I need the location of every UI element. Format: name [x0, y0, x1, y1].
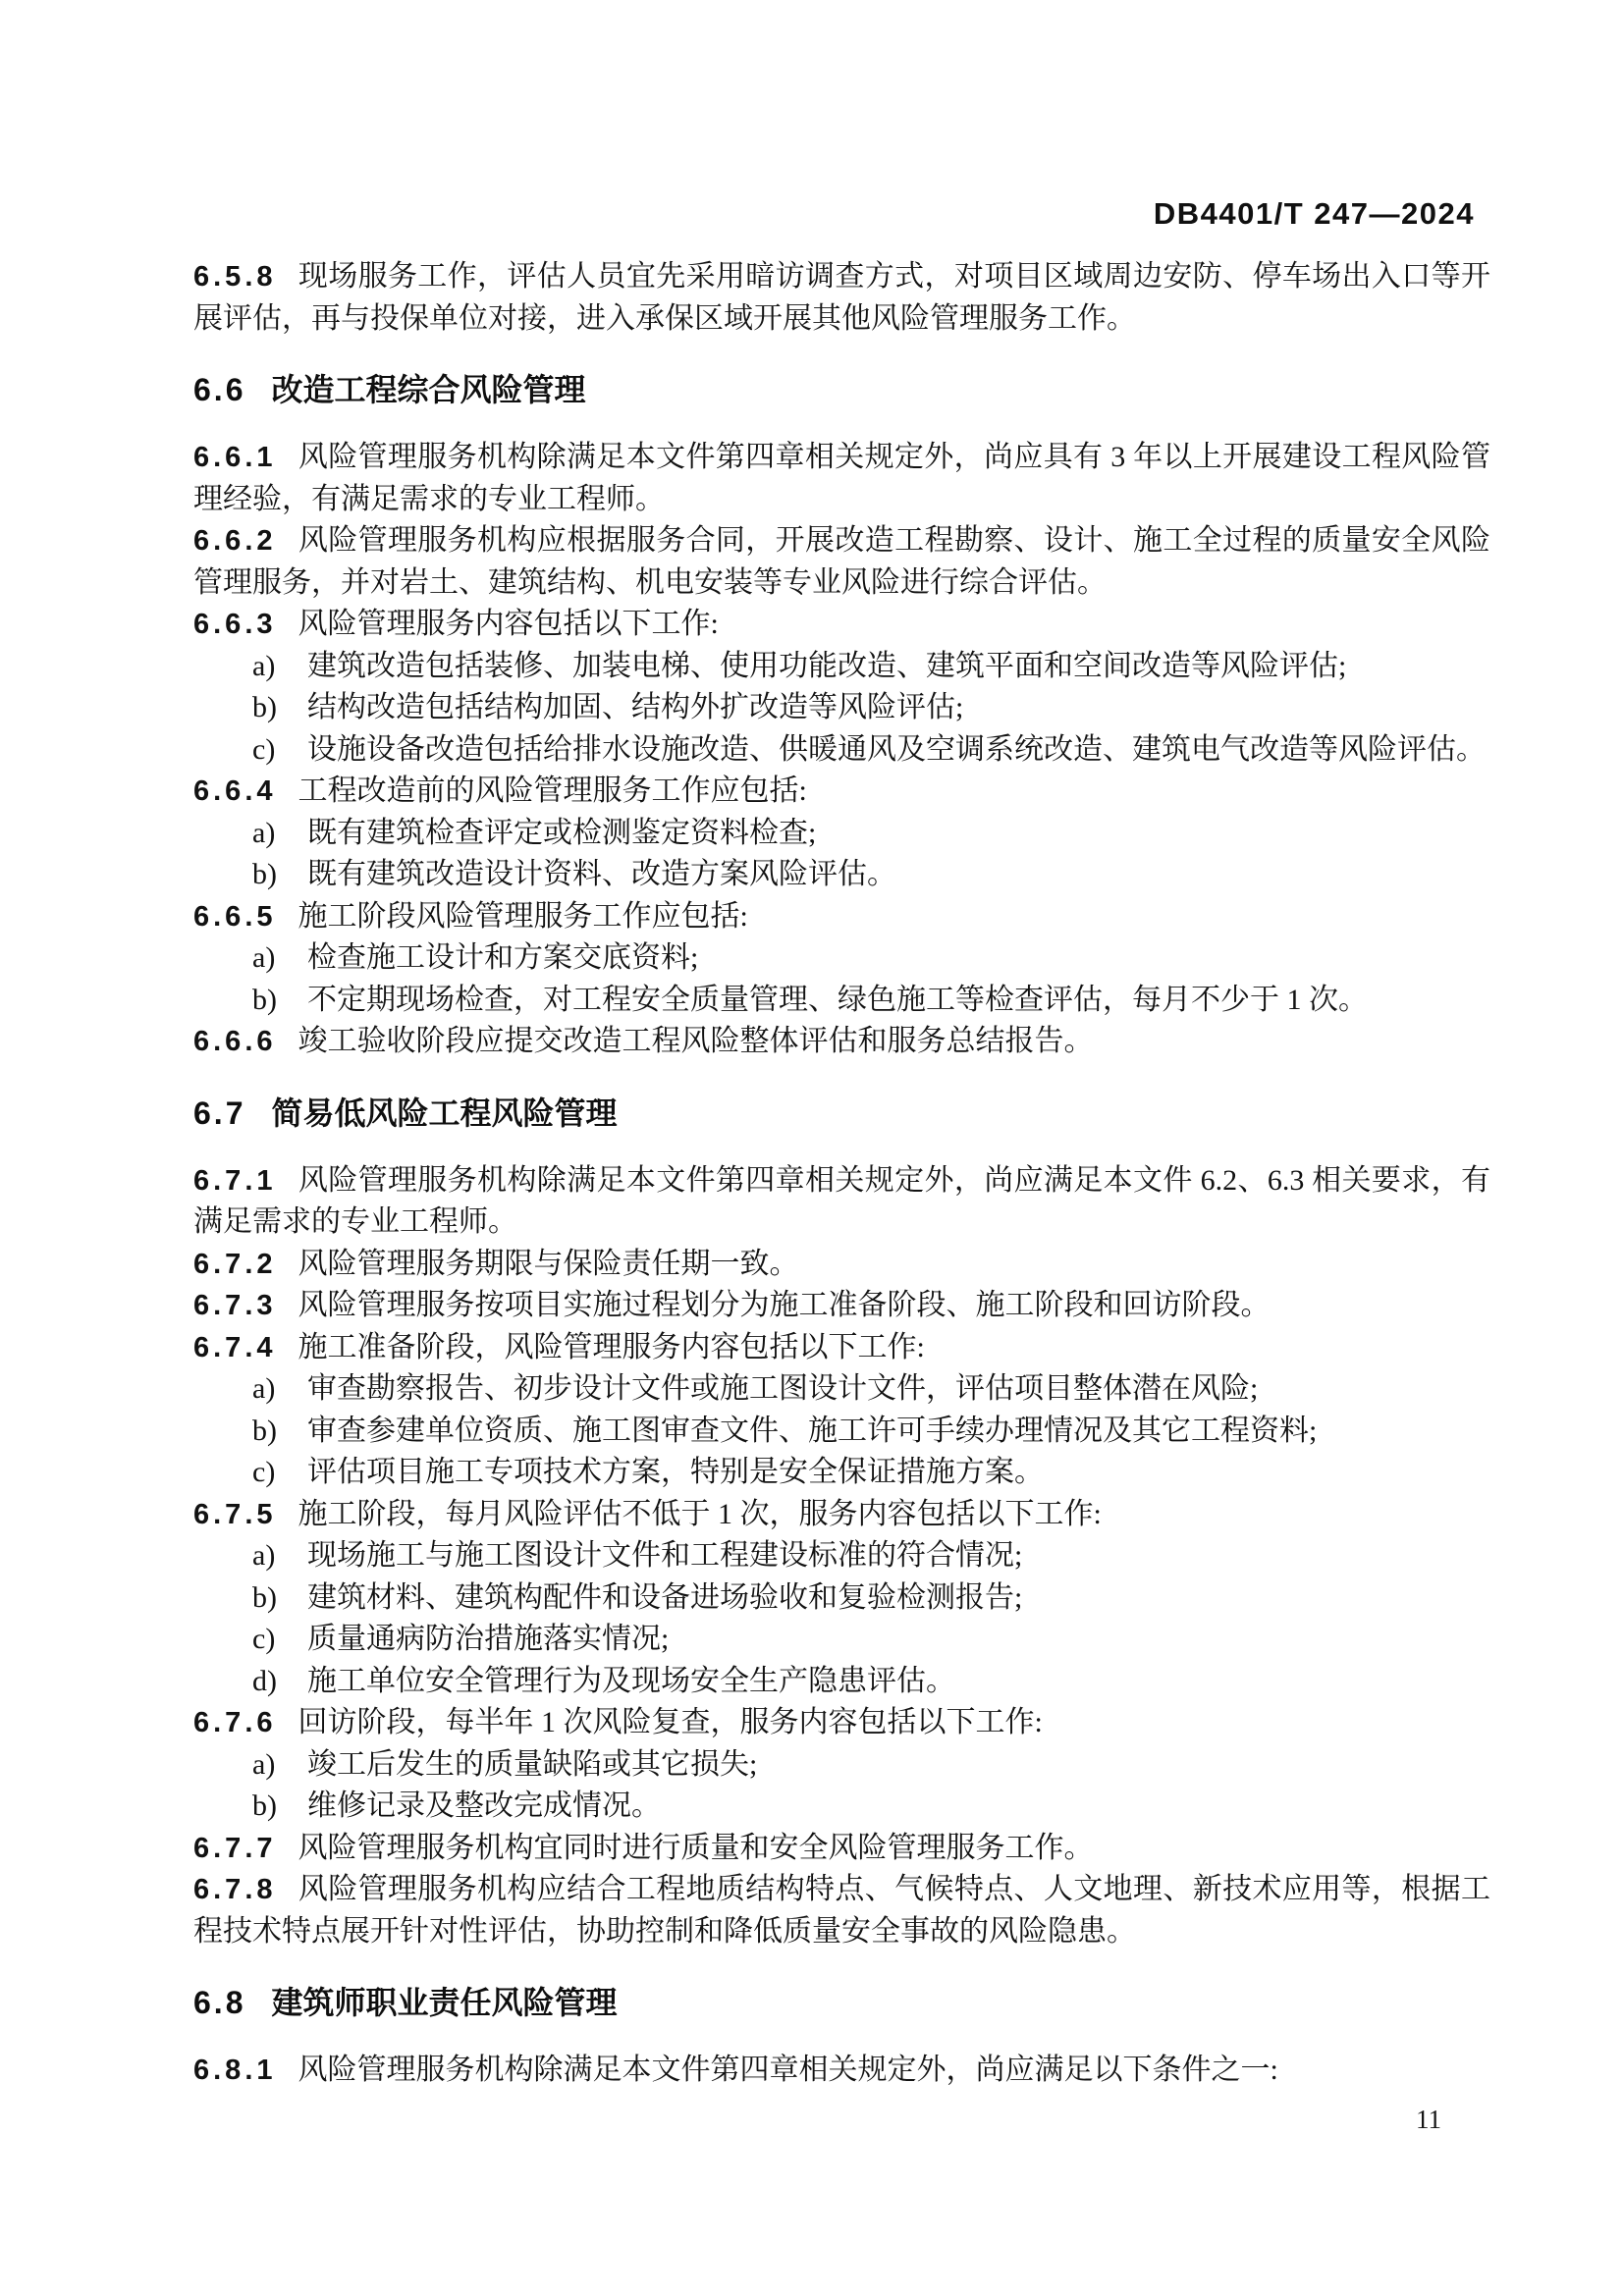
section-title: 简易低风险工程风险管理 [271, 1095, 618, 1131]
clause-text: 风险管理服务期限与保险责任期一致。 [298, 1247, 799, 1280]
list-item-text: 审查参建单位资质、施工图审查文件、施工许可手续办理情况及其它工程资料; [307, 1414, 1318, 1447]
list-item-6-7-6-b [193, 1786, 1490, 1828]
clause-text: 风险管理服务机构除满足本文件第四章相关规定外，尚应满足以下条件之一: [298, 2054, 1278, 2086]
list-item-6-6-5-b [193, 980, 1490, 1022]
list-item-6-7-5-d [193, 1661, 1490, 1703]
clause-6-7-3 [193, 1285, 1490, 1327]
list-item-label: a) [252, 1372, 276, 1405]
section-title: 建筑师职业责任风险管理 [271, 1985, 618, 2020]
clause-6-6-1 [193, 437, 1490, 520]
clause-number: 6.6.1 [193, 442, 277, 473]
list-item-text: 既有建筑检查评定或检测鉴定资料检查; [307, 816, 817, 849]
list-item-6-7-5-c [193, 1619, 1490, 1661]
list-item-6-6-3-b [193, 687, 1490, 729]
clause-number: 6.7.3 [193, 1290, 277, 1321]
list-item-label: c) [252, 732, 276, 766]
list-item-6-7-5-a [193, 1535, 1490, 1577]
doc-code-header: DB4401/T 247—2024 [1153, 196, 1475, 231]
clause-6-7-6 [193, 1702, 1490, 1744]
list-item-label: a) [252, 649, 276, 682]
clause-6-6-4 [193, 771, 1490, 813]
section-heading-6-6 [193, 368, 1490, 411]
clause-6-6-6 [193, 1021, 1490, 1063]
clause-text: 施工阶段风险管理服务工作应包括: [298, 899, 748, 933]
list-item-text: 维修记录及整改完成情况。 [307, 1789, 661, 1822]
list-item-label: d) [252, 1664, 277, 1697]
clause-6-7-7 [193, 1828, 1490, 1870]
clause-text: 施工阶段，每月风险评估不低于 1 次，服务内容包括以下工作: [298, 1497, 1102, 1530]
list-item-label: b) [252, 858, 277, 890]
section-number: 6.7 [193, 1095, 246, 1131]
list-item-label: c) [252, 1456, 276, 1488]
clause-number: 6.6.4 [193, 775, 277, 807]
list-item-text: 建筑改造包括装修、加装电梯、使用功能改造、建筑平面和空间改造等风险评估; [307, 649, 1347, 682]
clause-6-6-5 [193, 896, 1490, 938]
clause-text: 风险管理服务机构应结合工程地质结构特点、气候特点、人文地理、新技术应用等，根据工程技术特点展开针对性评估，协助控制和降低质量安全事故的风险隐患。 [193, 1873, 1490, 1948]
list-item-6-6-5-a [193, 937, 1490, 980]
list-item-label: a) [252, 816, 276, 849]
list-item-text: 不定期现场检查，对工程安全质量管理、绿色施工等检查评估，每月不少于 1 次。 [307, 983, 1368, 1016]
list-item-6-7-4-a [193, 1368, 1490, 1411]
clause-6-7-4 [193, 1327, 1490, 1369]
section-heading-6-7 [193, 1092, 1490, 1135]
clause-text: 施工准备阶段，风险管理服务内容包括以下工作: [298, 1330, 925, 1363]
list-item-text: 建筑材料、建筑构配件和设备进场验收和复验检测报告; [307, 1580, 1023, 1614]
list-item-text: 既有建筑改造设计资料、改造方案风险评估。 [307, 858, 896, 890]
clause-6-6-2 [193, 520, 1490, 604]
clause-number: 6.7.2 [193, 1248, 277, 1280]
list-item-text: 施工单位安全管理行为及现场安全生产隐患评估。 [307, 1664, 955, 1697]
clause-6-7-5 [193, 1494, 1490, 1536]
list-item-label: a) [252, 1747, 276, 1781]
clause-text: 现场服务工作，评估人员宜先采用暗访调查方式，对项目区域周边安防、停车场出入口等开展评估，再与投保单位对接，进入承保区域开展其他风险管理服务工作。 [193, 260, 1490, 335]
list-item-text: 竣工后发生的质量缺陷或其它损失; [307, 1747, 758, 1781]
clause-text: 风险管理服务机构除满足本文件第四章相关规定外，尚应满足本文件 6.2、6.3 相关要求，有满足需求的专业工程师。 [193, 1163, 1490, 1238]
clause-number: 6.7.4 [193, 1331, 277, 1363]
clause-number: 6.7.8 [193, 1874, 277, 1905]
clause-number: 6.7.7 [193, 1832, 277, 1864]
list-item-label: c) [252, 1623, 276, 1655]
list-item-label: b) [252, 1789, 277, 1822]
list-item-label: b) [252, 1580, 277, 1614]
clause-number: 6.6.2 [193, 525, 277, 557]
clause-6-7-8 [193, 1869, 1490, 1952]
clause-number: 6.7.1 [193, 1164, 277, 1197]
section-number: 6.6 [193, 372, 246, 407]
clause-number: 6.7.5 [193, 1498, 277, 1530]
clause-text: 回访阶段，每半年 1 次风险复查，服务内容包括以下工作: [298, 1706, 1043, 1738]
clause-6-5-8 [193, 256, 1490, 340]
section-number: 6.8 [193, 1985, 246, 2020]
clause-number: 6.5.8 [193, 261, 277, 293]
list-item-label: a) [252, 941, 276, 974]
page-number: 11 [1416, 2105, 1441, 2134]
list-item-text: 质量通病防治措施落实情况; [307, 1623, 670, 1655]
section-title: 改造工程综合风险管理 [271, 372, 586, 407]
list-item-text: 现场施工与施工图设计文件和工程建设标准的符合情况; [307, 1539, 1023, 1572]
list-item-6-7-6-a [193, 1744, 1490, 1787]
list-item-6-7-4-c [193, 1452, 1490, 1494]
clause-6-8-1 [193, 2050, 1490, 2092]
list-item-6-6-4-a [193, 813, 1490, 855]
section-heading-6-8 [193, 1981, 1490, 2024]
list-item-text: 评估项目施工专项技术方案，特别是安全保证措施方案。 [307, 1456, 1044, 1488]
clause-number: 6.6.3 [193, 609, 277, 640]
clause-text: 工程改造前的风险管理服务工作应包括: [298, 774, 807, 807]
clause-number: 6.6.6 [193, 1026, 277, 1057]
list-item-6-6-3-a [193, 646, 1490, 688]
clause-text: 风险管理服务机构除满足本文件第四章相关规定外，尚应具有 3 年以上开展建设工程风险管理经验，有满足需求的专业工程师。 [193, 441, 1490, 515]
clause-6-7-2 [193, 1244, 1490, 1286]
clause-text: 风险管理服务机构宜同时进行质量和安全风险管理服务工作。 [298, 1831, 1094, 1864]
clause-text: 风险管理服务按项目实施过程划分为施工准备阶段、施工阶段和回访阶段。 [298, 1289, 1271, 1321]
clause-number: 6.8.1 [193, 2055, 277, 2086]
list-item-label: b) [252, 983, 277, 1016]
clause-number: 6.7.6 [193, 1707, 277, 1738]
clause-number: 6.6.5 [193, 900, 277, 933]
list-item-label: b) [252, 1414, 277, 1447]
list-item-6-6-3-c [193, 729, 1490, 772]
list-item-text: 设施设备改造包括给排水设施改造、供暖通风及空调系统改造、建筑电气改造等风险评估。 [307, 732, 1486, 766]
list-item-text: 审查勘察报告、初步设计文件或施工图设计文件，评估项目整体潜在风险; [307, 1372, 1259, 1405]
clause-6-7-1 [193, 1160, 1490, 1244]
clause-6-6-3 [193, 604, 1490, 646]
list-item-label: a) [252, 1539, 276, 1572]
document-body [193, 256, 1490, 2092]
clause-text: 竣工验收阶段应提交改造工程风险整体评估和服务总结报告。 [298, 1025, 1094, 1057]
list-item-text: 检查施工设计和方案交底资料; [307, 941, 699, 974]
clause-text: 风险管理服务机构应根据服务合同，开展改造工程勘察、设计、施工全过程的质量安全风险管理服务，并对岩土、建筑结构、机电安装等专业风险进行综合评估。 [193, 524, 1490, 599]
list-item-6-6-4-b [193, 854, 1490, 896]
list-item-label: b) [252, 691, 277, 723]
list-item-6-7-4-b [193, 1411, 1490, 1453]
clause-text: 风险管理服务内容包括以下工作: [298, 608, 719, 640]
list-item-text: 结构改造包括结构加固、结构外扩改造等风险评估; [307, 691, 964, 723]
list-item-6-7-5-b [193, 1577, 1490, 1620]
